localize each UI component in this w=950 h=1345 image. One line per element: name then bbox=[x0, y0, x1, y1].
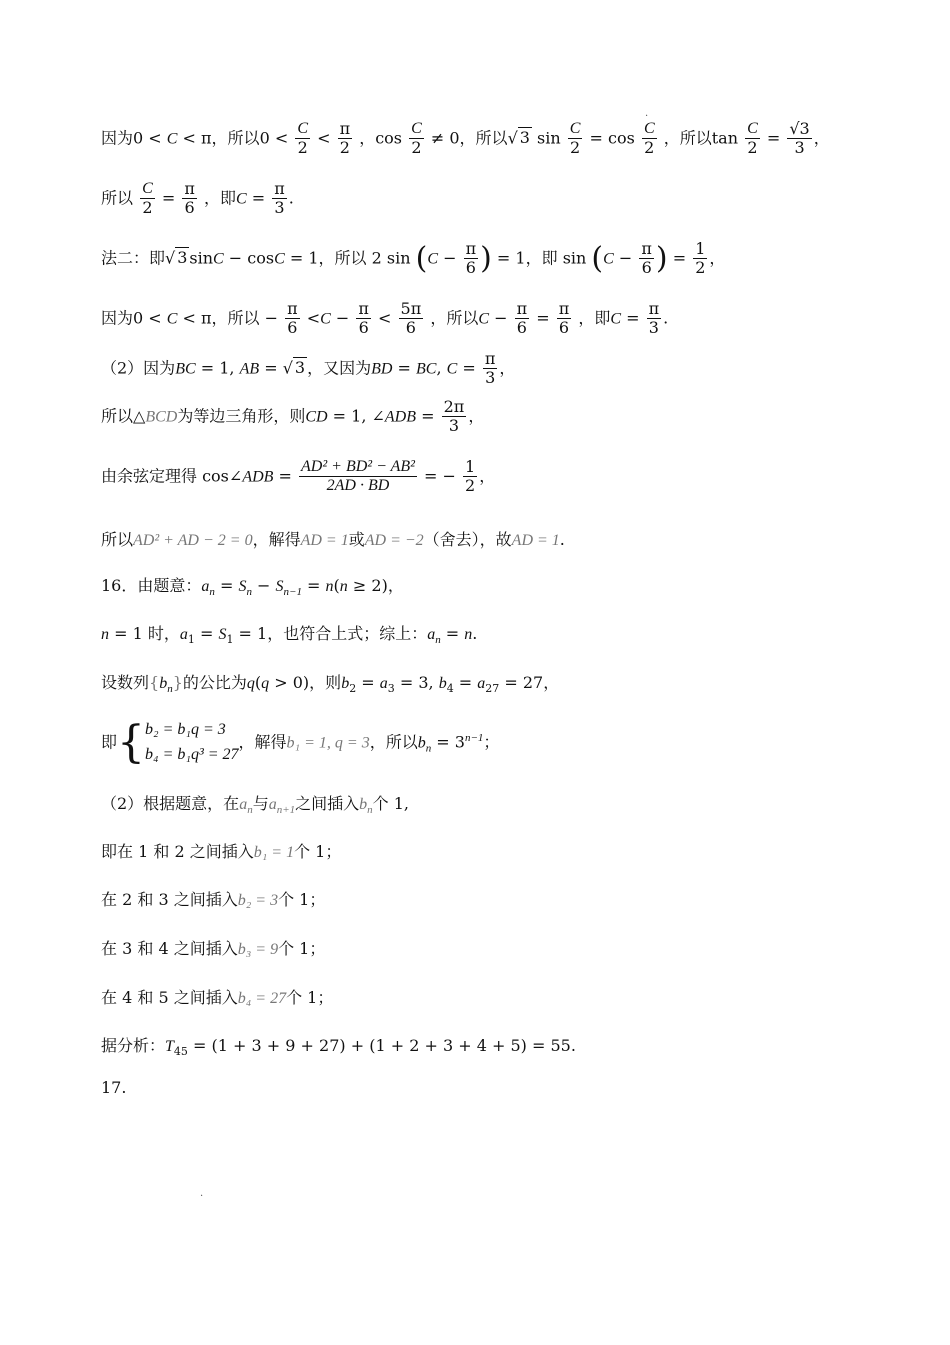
text: = 1 时， bbox=[109, 624, 180, 643]
paren: ( bbox=[333, 576, 340, 595]
line-17 bbox=[101, 990, 333, 1007]
text: ，即 bbox=[578, 308, 611, 328]
denominator: 2 bbox=[570, 138, 581, 158]
text: ，即 bbox=[203, 188, 236, 208]
text: 0 < bbox=[259, 128, 289, 148]
var: CD bbox=[305, 408, 328, 426]
text: . bbox=[288, 188, 294, 208]
text: = 1，即 sin bbox=[491, 248, 587, 268]
text: = 3, bbox=[394, 673, 439, 692]
text: 所以△ bbox=[101, 406, 146, 426]
var: a bbox=[379, 675, 388, 692]
paren: ) bbox=[302, 673, 310, 692]
text: > 0 bbox=[269, 673, 303, 692]
radicand: 3 bbox=[519, 128, 530, 148]
var: a bbox=[427, 626, 436, 643]
fraction bbox=[693, 240, 707, 278]
subscript: n+1 bbox=[276, 804, 296, 817]
numerator: 5π bbox=[400, 299, 422, 318]
text: 个 1； bbox=[294, 842, 342, 861]
text: 在 2 和 3 之间插入 bbox=[101, 890, 238, 909]
fraction bbox=[409, 120, 424, 158]
text: < bbox=[378, 308, 392, 328]
text: ，cos bbox=[359, 128, 403, 148]
denominator: 2AD · BD bbox=[326, 477, 390, 495]
text: 在 3 和 4 之间插入 bbox=[101, 939, 238, 958]
text: = bbox=[273, 466, 292, 486]
fraction bbox=[483, 350, 498, 388]
var: T bbox=[165, 1038, 174, 1055]
stray-dot: . bbox=[200, 1188, 204, 1199]
text: ≥ 2 bbox=[347, 576, 382, 595]
numerator: π bbox=[465, 239, 477, 258]
text: . bbox=[663, 308, 669, 328]
denominator: 2 bbox=[747, 138, 758, 158]
denominator: 3 bbox=[274, 198, 285, 218]
fraction bbox=[642, 120, 657, 158]
text: 为等边三角形，则 bbox=[177, 406, 306, 426]
text: , bbox=[436, 358, 447, 378]
subscript: 2 bbox=[349, 682, 357, 696]
text: ，所以 bbox=[211, 128, 260, 148]
fraction bbox=[515, 300, 530, 338]
text: − bbox=[330, 308, 350, 328]
var: S bbox=[218, 626, 227, 643]
numerator: √3 bbox=[789, 119, 810, 138]
var: C bbox=[274, 250, 285, 268]
line-13 bbox=[101, 796, 409, 816]
text: ≠ 0，所以 bbox=[430, 128, 508, 148]
denominator: 6 bbox=[516, 318, 527, 338]
fraction bbox=[647, 300, 662, 338]
text: < π bbox=[177, 308, 212, 328]
fraction bbox=[464, 240, 479, 278]
text: ， bbox=[479, 466, 496, 486]
equation: AD = 1 bbox=[300, 532, 349, 549]
text: − bbox=[251, 576, 276, 595]
var: AB bbox=[239, 360, 260, 378]
text: 与 bbox=[252, 794, 269, 813]
var: a bbox=[268, 796, 277, 813]
var: C bbox=[478, 310, 490, 328]
text: （2）根据题意，在 bbox=[101, 794, 240, 813]
equation: b₂ = 3 bbox=[237, 892, 279, 909]
text: 个 1； bbox=[286, 988, 334, 1007]
paren: ( bbox=[415, 240, 428, 276]
numerator: C bbox=[295, 120, 310, 139]
text: 个 1； bbox=[278, 939, 326, 958]
text: = 1，所以 2 sin bbox=[284, 248, 411, 268]
subscript: 1 bbox=[187, 633, 195, 647]
denominator: 6 bbox=[465, 258, 476, 278]
line-12 bbox=[101, 718, 499, 768]
subscript: 4 bbox=[446, 682, 454, 696]
denominator: 2 bbox=[297, 138, 308, 158]
denominator: 3 bbox=[485, 368, 496, 388]
text: 的公比为 bbox=[182, 673, 247, 692]
var: b bbox=[438, 675, 447, 692]
text: （舍去），故 bbox=[423, 530, 512, 549]
var: a bbox=[239, 796, 248, 813]
var: C bbox=[446, 360, 458, 378]
text: − cos bbox=[223, 248, 275, 268]
numerator: C bbox=[745, 120, 760, 139]
text: ，又因为 bbox=[307, 358, 372, 378]
equation: AD = −2 bbox=[364, 532, 424, 549]
paren: ) bbox=[655, 240, 668, 276]
denominator: 2 bbox=[465, 476, 476, 496]
fraction bbox=[182, 180, 197, 218]
text: = 1, bbox=[195, 358, 240, 378]
var: a bbox=[201, 578, 210, 595]
numerator: π bbox=[358, 299, 369, 318]
paren: ) bbox=[381, 576, 388, 595]
text: 之间插入 bbox=[295, 794, 360, 813]
fraction bbox=[745, 120, 760, 158]
equation: AD = 1 bbox=[511, 532, 560, 549]
sqrt-sign: √ bbox=[507, 128, 518, 148]
equation: b₄ = b₁q³ = 27 bbox=[145, 745, 239, 763]
fraction bbox=[442, 398, 467, 436]
paren: ( bbox=[591, 240, 604, 276]
text: 即在 1 和 2 之间插入 bbox=[101, 842, 254, 861]
text: 0 < bbox=[133, 128, 167, 148]
text: = cos bbox=[589, 128, 635, 148]
var: C bbox=[320, 310, 331, 328]
line-18 bbox=[101, 1038, 576, 1057]
var: a bbox=[477, 675, 486, 692]
denominator: 2 bbox=[695, 258, 706, 278]
text: 即 bbox=[101, 732, 118, 752]
denominator: 6 bbox=[558, 318, 570, 338]
brace: } bbox=[172, 673, 183, 692]
var: q bbox=[261, 675, 270, 692]
line-19 bbox=[101, 1080, 126, 1096]
denominator: 6 bbox=[405, 318, 416, 338]
text: ， bbox=[709, 248, 726, 268]
text: . bbox=[559, 530, 565, 549]
line-1 bbox=[101, 120, 830, 158]
text: = bbox=[356, 673, 380, 692]
text: ，解得 bbox=[238, 732, 287, 752]
text: . bbox=[472, 624, 478, 643]
text: = − bbox=[424, 466, 456, 486]
text: = 27 bbox=[499, 673, 544, 692]
var: S bbox=[238, 578, 247, 595]
text: = bbox=[440, 624, 465, 643]
text: − bbox=[438, 248, 457, 268]
line-2 bbox=[101, 180, 294, 218]
text: 所以 bbox=[101, 530, 134, 549]
line-16 bbox=[101, 941, 325, 958]
line-6 bbox=[101, 398, 484, 436]
subscript: n bbox=[425, 742, 432, 755]
var: C bbox=[166, 130, 178, 148]
text: 个 1； bbox=[278, 890, 326, 909]
text: ， bbox=[499, 358, 516, 378]
text: = bbox=[392, 358, 417, 378]
text: = bbox=[621, 308, 640, 328]
line-14 bbox=[101, 844, 341, 861]
text: < bbox=[317, 128, 331, 148]
text: ， bbox=[387, 576, 404, 595]
var: BC bbox=[175, 360, 196, 378]
text: = (1 + 3 + 9 + 27) + (1 + 2 + 3 + 4 + 5) = 55 bbox=[187, 1036, 571, 1055]
var: n bbox=[325, 578, 334, 595]
numerator: π bbox=[184, 179, 195, 198]
equation: b₄ = 27 bbox=[237, 990, 287, 1007]
numerator: π bbox=[516, 299, 528, 318]
superscript: n−1 bbox=[464, 731, 484, 744]
subscript: n bbox=[246, 586, 252, 599]
denominator: 6 bbox=[184, 198, 195, 218]
fraction bbox=[338, 120, 353, 158]
var: ADB bbox=[242, 468, 274, 486]
var: ADB bbox=[384, 408, 417, 426]
text: （2）因为 bbox=[101, 358, 176, 378]
text: . bbox=[570, 1036, 576, 1055]
text: ，所以 bbox=[430, 308, 479, 328]
subscript: 27 bbox=[485, 682, 500, 696]
paren: ) bbox=[480, 240, 492, 276]
subscript: n bbox=[367, 804, 373, 817]
equation: b₂ = b₁q = 3 bbox=[145, 721, 226, 738]
var: n bbox=[339, 578, 348, 595]
denominator: 2 bbox=[142, 198, 153, 218]
text: = bbox=[194, 624, 219, 643]
denominator: 6 bbox=[287, 318, 298, 338]
subscript: n−1 bbox=[283, 586, 302, 599]
var: b bbox=[359, 796, 368, 813]
text: 据分析： bbox=[101, 1036, 166, 1055]
fraction bbox=[399, 300, 424, 338]
var: BD bbox=[371, 360, 393, 378]
var: BC bbox=[416, 360, 437, 378]
line-5 bbox=[101, 350, 515, 388]
numerator: π bbox=[274, 179, 285, 198]
var: C bbox=[427, 250, 439, 268]
var: q bbox=[246, 675, 255, 692]
text: 个 1, bbox=[372, 794, 410, 813]
var: C bbox=[610, 310, 622, 328]
numerator: π bbox=[558, 299, 570, 318]
numerator: 2π bbox=[443, 397, 465, 416]
equation: b₃ = 9 bbox=[237, 941, 279, 958]
text: ， bbox=[543, 673, 560, 692]
text: 16．由题意： bbox=[101, 576, 202, 595]
text: 法二：即 bbox=[101, 248, 166, 268]
text: 由余弦定理得 cos∠ bbox=[101, 466, 243, 486]
numerator: 1 bbox=[465, 457, 476, 476]
subscript: 1 bbox=[226, 633, 234, 647]
fraction bbox=[295, 120, 310, 158]
radicand: 3 bbox=[294, 358, 306, 378]
text: ，所以 − bbox=[211, 308, 279, 328]
text: = bbox=[536, 308, 550, 328]
numerator: π bbox=[484, 349, 496, 368]
numerator: π bbox=[287, 299, 298, 318]
var: BCD bbox=[145, 408, 178, 426]
var: C bbox=[236, 190, 247, 208]
text: = bbox=[453, 673, 478, 692]
numerator: 1 bbox=[695, 239, 706, 258]
line-9 bbox=[101, 578, 404, 598]
subscript: 45 bbox=[173, 1045, 188, 1059]
denominator: 3 bbox=[448, 416, 460, 436]
var: C bbox=[213, 250, 224, 268]
text: = bbox=[301, 576, 326, 595]
text: 或 bbox=[348, 530, 365, 549]
var: S bbox=[275, 578, 284, 595]
equation: b₁ = 1, q = 3 bbox=[286, 734, 370, 752]
fraction bbox=[272, 180, 287, 218]
text: = bbox=[416, 406, 435, 426]
denominator: 2 bbox=[411, 138, 422, 158]
fraction bbox=[140, 180, 155, 218]
numerator: π bbox=[641, 239, 652, 258]
sqrt-sign: √ bbox=[282, 358, 293, 378]
line-7 bbox=[101, 458, 495, 496]
text: 所以 bbox=[101, 188, 134, 208]
stray-dot: . bbox=[645, 108, 649, 119]
text: < bbox=[306, 308, 321, 328]
denominator: 2 bbox=[339, 138, 350, 158]
text: = 3 bbox=[431, 732, 465, 752]
text: = bbox=[259, 358, 283, 378]
text: tan bbox=[711, 128, 738, 148]
sqrt-sign: √ bbox=[165, 248, 176, 268]
text: ， bbox=[813, 128, 830, 148]
text: < π bbox=[177, 128, 212, 148]
text: = bbox=[161, 188, 176, 208]
text: ，所以 bbox=[369, 732, 418, 752]
equation-system bbox=[145, 718, 239, 768]
fraction bbox=[285, 300, 300, 338]
text: ，解得 bbox=[252, 530, 301, 549]
text: ，所以 bbox=[663, 128, 712, 148]
text: = bbox=[766, 128, 781, 148]
text: = bbox=[214, 576, 239, 595]
fraction bbox=[787, 120, 811, 158]
numerator: π bbox=[339, 119, 351, 138]
text: 因为 bbox=[101, 308, 134, 328]
line-11 bbox=[101, 675, 559, 695]
var: b bbox=[341, 675, 350, 692]
text: ， bbox=[468, 406, 485, 426]
numerator: AD² + BD² − AB² bbox=[299, 458, 417, 477]
line-8 bbox=[101, 532, 565, 549]
text: 0 < bbox=[133, 308, 167, 328]
var: C bbox=[166, 310, 178, 328]
line-15 bbox=[101, 892, 325, 909]
var: a bbox=[179, 626, 188, 643]
text: ； bbox=[483, 732, 500, 752]
subscript: n bbox=[247, 804, 253, 817]
brace: { bbox=[117, 716, 146, 768]
line-10 bbox=[101, 626, 477, 646]
numerator: C bbox=[409, 120, 424, 139]
text: = 1，也符合上式；综上： bbox=[233, 624, 428, 643]
var: n bbox=[464, 626, 473, 643]
numerator: π bbox=[648, 299, 660, 318]
text: ，则 bbox=[309, 673, 342, 692]
var: n bbox=[101, 626, 109, 643]
denominator: 6 bbox=[641, 258, 652, 278]
text: = bbox=[457, 358, 476, 378]
var: b bbox=[159, 675, 168, 692]
subscript: 3 bbox=[387, 682, 395, 696]
line-4 bbox=[101, 300, 668, 338]
fraction bbox=[639, 240, 654, 278]
numerator: C bbox=[140, 180, 155, 199]
numerator: C bbox=[568, 120, 583, 139]
denominator: 3 bbox=[648, 318, 659, 338]
fraction bbox=[356, 300, 371, 338]
text: − bbox=[613, 248, 633, 268]
equation: b₁ = 1 bbox=[253, 844, 295, 861]
var: C bbox=[603, 250, 614, 268]
fraction bbox=[557, 300, 572, 338]
radicand: 3 bbox=[177, 248, 188, 268]
subscript: n bbox=[209, 586, 215, 599]
equation: AD² + AD − 2 = 0 bbox=[133, 532, 253, 549]
question-number: 17. bbox=[101, 1078, 127, 1097]
text: = bbox=[667, 248, 687, 268]
subscript: n bbox=[167, 683, 173, 696]
text: 设数列 bbox=[101, 673, 150, 692]
numerator: C bbox=[642, 120, 657, 139]
fraction bbox=[463, 458, 477, 496]
text: = 1, ∠ bbox=[327, 406, 385, 426]
text: 因为 bbox=[101, 128, 134, 148]
subscript: n bbox=[435, 634, 441, 647]
text: = bbox=[246, 188, 266, 208]
line-3 bbox=[101, 240, 725, 278]
text: 在 4 和 5 之间插入 bbox=[101, 988, 238, 1007]
denominator: 2 bbox=[644, 138, 655, 158]
denominator: 6 bbox=[358, 318, 369, 338]
fraction bbox=[568, 120, 583, 158]
brace: { bbox=[149, 673, 160, 692]
paren: ( bbox=[254, 673, 262, 692]
text: sin bbox=[189, 248, 214, 268]
fraction bbox=[299, 458, 417, 496]
denominator: 3 bbox=[794, 138, 805, 158]
text: sin bbox=[537, 128, 561, 148]
var: b bbox=[417, 734, 426, 752]
text: − bbox=[489, 308, 508, 328]
